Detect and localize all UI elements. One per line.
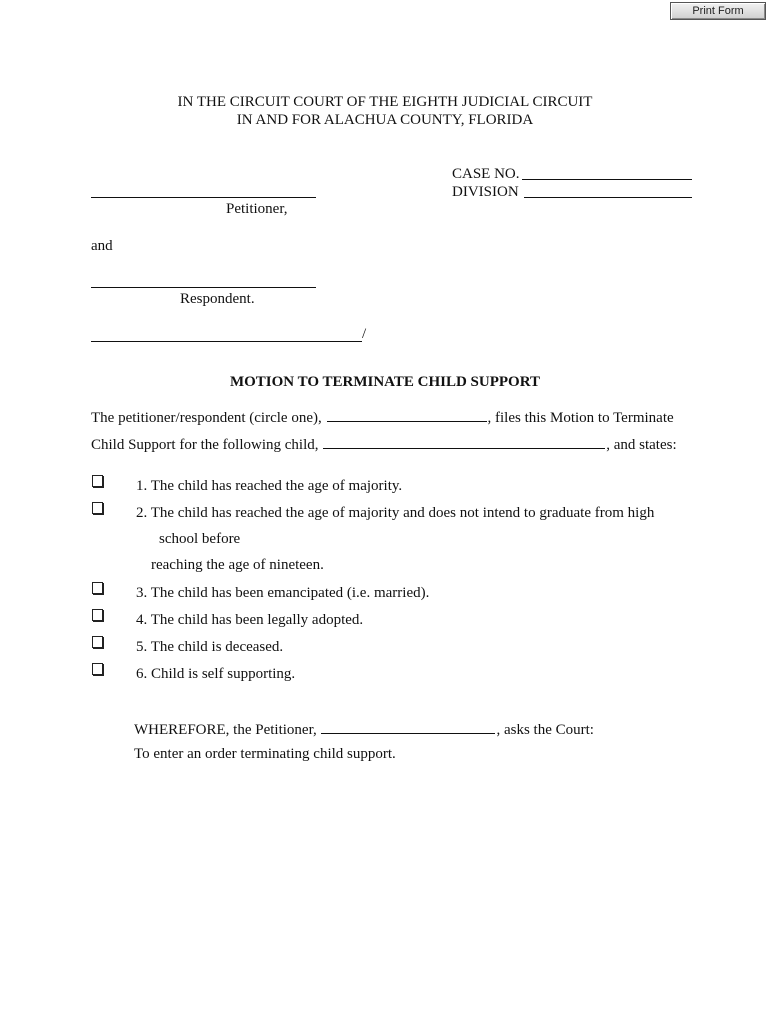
party-name-field[interactable] [327, 407, 487, 422]
intro-text-part1: The petitioner/respondent (circle one), [91, 410, 322, 426]
caption-closing-line [91, 341, 362, 342]
checkbox-item-4[interactable] [92, 609, 103, 621]
item-5-text: 5. The child is deceased. [136, 639, 284, 655]
item-2-continuation-1: school before [159, 531, 241, 547]
checkbox-item-1[interactable] [92, 475, 103, 487]
wherefore-text-part2: , asks the Court: [496, 722, 594, 738]
wherefore-line [134, 719, 594, 739]
checkbox-item-3[interactable] [92, 582, 103, 594]
respondent-label: Respondent. [180, 291, 255, 307]
item-6-text: 6. Child is self supporting. [136, 666, 296, 682]
court-heading-line1: IN THE CIRCUIT COURT OF THE EIGHTH JUDICIAL CIRCUIT [177, 94, 593, 110]
item-3-text: 3. The child has been emancipated (i.e. married). [136, 585, 430, 601]
case-no-label: CASE NO. [452, 166, 520, 182]
item-1-text: 1. The child has reached the age of majority. [136, 478, 403, 494]
caption-slash: / [362, 326, 367, 342]
motion-title: MOTION TO TERMINATE CHILD SUPPORT [229, 374, 541, 390]
intro-text-part2: , files this Motion to Terminate [487, 410, 674, 426]
petitioner-label: Petitioner, [226, 201, 288, 217]
checkbox-item-2[interactable] [92, 502, 103, 514]
intro-line2 [91, 434, 677, 454]
order-request-text: To enter an order terminating child support. [134, 746, 396, 762]
and-label: and [91, 238, 113, 254]
intro-text-part4: , and states: [606, 437, 677, 453]
item-2-text: 2. The child has reached the age of majority and does not intend to graduate from high [136, 505, 655, 521]
respondent-name-field[interactable] [91, 287, 316, 288]
checkbox-item-5[interactable] [92, 636, 103, 648]
item-2-continuation-2: reaching the age of nineteen. [151, 557, 324, 573]
court-heading-line2: IN AND FOR ALACHUA COUNTY, FLORIDA [236, 112, 534, 128]
wherefore-petitioner-field[interactable] [321, 719, 495, 734]
petitioner-name-field[interactable] [91, 197, 316, 198]
division-field[interactable] [524, 197, 692, 198]
print-form-button[interactable]: Print Form [670, 2, 766, 20]
intro-line1 [91, 407, 674, 427]
division-label: DIVISION [452, 184, 519, 200]
wherefore-text-part1: WHEREFORE, the Petitioner, [134, 722, 317, 738]
checkbox-item-6[interactable] [92, 663, 103, 675]
case-no-field[interactable] [522, 179, 692, 180]
item-4-text: 4. The child has been legally adopted. [136, 612, 364, 628]
child-name-field[interactable] [323, 434, 605, 449]
intro-text-part3: Child Support for the following child, [91, 437, 319, 453]
